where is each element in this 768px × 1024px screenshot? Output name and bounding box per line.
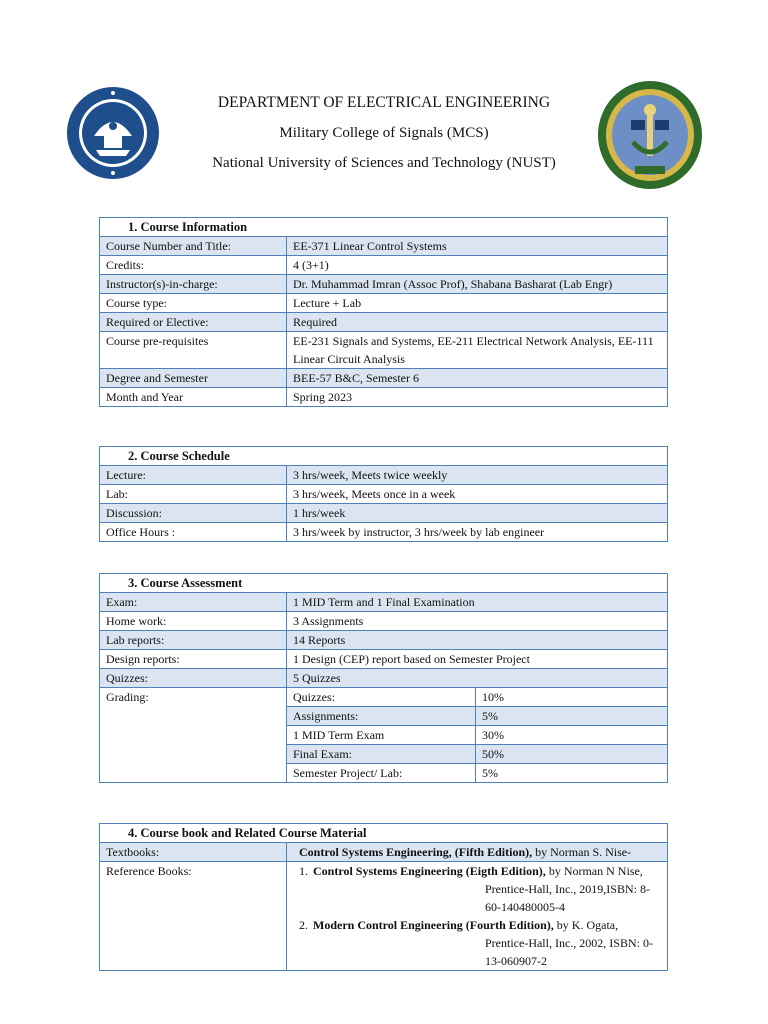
grading-item: Semester Project/ Lab: bbox=[287, 764, 476, 783]
row-value: 4 (3+1) bbox=[287, 256, 668, 275]
reference-books-list bbox=[287, 862, 668, 971]
grading-weight: 5% bbox=[482, 766, 498, 780]
section-title: 1. Course Information bbox=[100, 218, 668, 237]
course-assessment-table bbox=[99, 573, 668, 783]
row-label: Discussion: bbox=[100, 504, 287, 523]
row-value: Lecture + Lab bbox=[287, 294, 668, 313]
section-title: 4. Course book and Related Course Material bbox=[100, 824, 668, 843]
textbook-author: by Norman S. Nise- bbox=[532, 845, 632, 859]
row-label: Month and Year bbox=[100, 388, 287, 407]
grading-item: Assignments: bbox=[287, 707, 476, 726]
row-label: Course pre-requisites bbox=[100, 332, 287, 369]
grading-item: Quizzes: bbox=[287, 688, 476, 707]
row-label: Lecture: bbox=[100, 466, 287, 485]
row-value: 14 Reports bbox=[287, 631, 668, 650]
grading-weight: 50% bbox=[476, 745, 668, 764]
reference-number: 1. bbox=[299, 864, 308, 878]
row-value: 5 Quizzes bbox=[287, 669, 668, 688]
row-label: Exam: bbox=[100, 593, 287, 612]
course-information-table bbox=[99, 217, 668, 407]
row-label: Design reports: bbox=[100, 650, 287, 669]
reference-number: 2. bbox=[299, 918, 308, 932]
department-heading: DEPARTMENT OF ELECTRICAL ENGINEERING bbox=[217, 94, 551, 111]
textbooks-label: Textbooks: bbox=[100, 843, 287, 862]
grading-breakdown bbox=[287, 688, 668, 783]
row-label: Degree and Semester bbox=[100, 369, 287, 388]
reference-isbn: 13-060907-2 bbox=[485, 954, 547, 968]
reference-author: by Norman N Nise, bbox=[545, 864, 643, 878]
row-value: Spring 2023 bbox=[287, 388, 668, 407]
section-title: 3. Course Assessment bbox=[100, 574, 668, 593]
row-label: Lab: bbox=[100, 485, 287, 504]
reference-title: Modern Control Engineering (Fourth Edition), bbox=[313, 918, 554, 932]
row-value: 3 hrs/week, Meets once in a week bbox=[287, 485, 668, 504]
textbook-entry bbox=[287, 843, 668, 862]
grading-weight: 5% bbox=[476, 707, 668, 726]
reference-title: Control Systems Engineering (Eigth Edition), bbox=[313, 864, 546, 878]
grading-item: Final Exam: bbox=[287, 745, 476, 764]
reference-item bbox=[299, 862, 661, 916]
row-label: Required or Elective: bbox=[100, 313, 287, 332]
reference-author: by K. Ogata, bbox=[553, 918, 619, 932]
row-value: 3 Assignments bbox=[287, 612, 668, 631]
row-label: Course Number and Title: bbox=[100, 237, 287, 256]
row-value: 3 hrs/week by instructor, 3 hrs/week by lab engineer bbox=[287, 523, 668, 542]
row-value: BEE-57 B&C, Semester 6 bbox=[287, 369, 668, 388]
reference-isbn: 60-140480005-4 bbox=[485, 900, 565, 914]
row-label: Office Hours : bbox=[100, 523, 287, 542]
row-value: 1 Design (CEP) report based on Semester Project bbox=[287, 650, 668, 669]
row-value: Required bbox=[287, 313, 668, 332]
row-label: Course type: bbox=[100, 294, 287, 313]
university-name: National University of Sciences and Technology (NUST) bbox=[212, 155, 556, 171]
reference-publisher: Prentice-Hall, Inc., 2019,ISBN: 8- bbox=[485, 882, 650, 896]
course-books-table bbox=[99, 823, 668, 971]
row-value: 1 MID Term and 1 Final Examination bbox=[287, 593, 668, 612]
row-label: Instructor(s)-in-charge: bbox=[100, 275, 287, 294]
reference-item bbox=[299, 916, 661, 970]
row-label: Credits: bbox=[100, 256, 287, 275]
grading-weight: 30% bbox=[476, 726, 668, 745]
textbook-title: Control Systems Engineering, (Fifth Edition), bbox=[299, 845, 533, 859]
grading-label: Grading: bbox=[100, 688, 287, 783]
college-name: Military College of Signals (MCS) bbox=[279, 125, 489, 141]
row-value: EE-231 Signals and Systems, EE-211 Electrical Network Analysis, EE-111 Linear Circuit Analysis bbox=[287, 332, 668, 369]
row-label: Quizzes: bbox=[100, 669, 287, 688]
grading-weight: 10% bbox=[476, 688, 668, 707]
course-schedule-table bbox=[99, 446, 668, 542]
row-value: EE-371 Linear Control Systems bbox=[287, 237, 668, 256]
row-value: 1 hrs/week bbox=[287, 504, 668, 523]
row-value: 3 hrs/week, Meets twice weekly bbox=[287, 466, 668, 485]
grading-item: 1 MID Term Exam bbox=[287, 726, 476, 745]
row-value: Dr. Muhammad Imran (Assoc Prof), Shabana Basharat (Lab Engr) bbox=[287, 275, 668, 294]
row-label: Home work: bbox=[100, 612, 287, 631]
section-title: 2. Course Schedule bbox=[100, 447, 668, 466]
reference-publisher: Prentice-Hall, Inc., 2002, ISBN: 0- bbox=[485, 936, 653, 950]
row-label: Lab reports: bbox=[100, 631, 287, 650]
reference-books-label: Reference Books: bbox=[100, 862, 287, 971]
